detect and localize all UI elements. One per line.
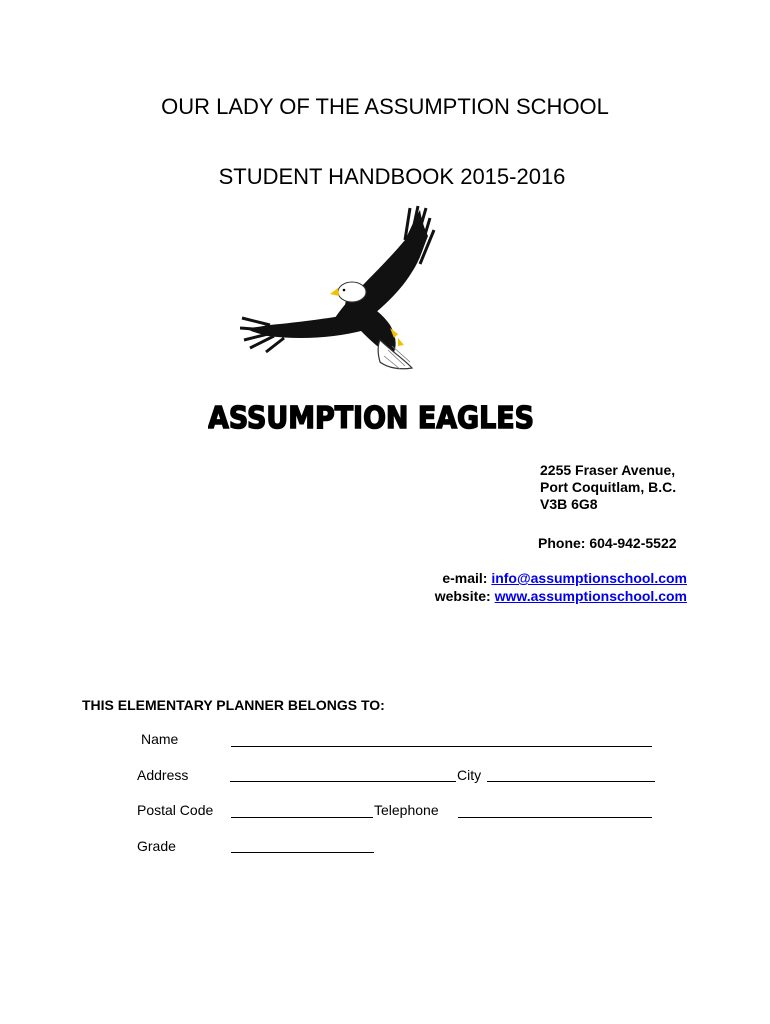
website-label: website:: [434, 588, 491, 604]
grade-label: Grade: [137, 838, 176, 854]
city-label: City: [457, 767, 482, 783]
email-line: [442, 570, 687, 587]
telephone-label: Telephone: [374, 802, 439, 818]
phone-label: Phone:: [538, 535, 586, 551]
street-address: 2255 Fraser Avenue,: [540, 462, 676, 478]
team-name-text: ASSUMPTION EAGLES: [208, 401, 534, 434]
name-label: Name: [141, 731, 179, 747]
telephone-field[interactable]: [458, 817, 652, 818]
team-name-logo: [208, 388, 538, 434]
bald-eagle-icon: [240, 200, 450, 375]
school-title: OUR LADY OF THE ASSUMPTION SCHOOL: [161, 94, 609, 119]
email-link[interactable]: info@assumptionschool.com: [491, 570, 687, 586]
website-link[interactable]: www.assumptionschool.com: [494, 588, 687, 604]
address-block: [540, 462, 676, 513]
city-field[interactable]: [487, 781, 655, 782]
name-field[interactable]: [231, 746, 652, 747]
website-line: [435, 588, 687, 605]
phone-number: 604-942-5522: [589, 535, 677, 551]
email-label: e-mail:: [442, 570, 488, 586]
grade-field[interactable]: [231, 852, 374, 853]
handbook-title: STUDENT HANDBOOK 2015-2016: [218, 164, 566, 189]
city-address: Port Coquitlam, B.C.: [540, 479, 677, 495]
phone-line: [538, 535, 677, 552]
postal-code-field[interactable]: [231, 817, 373, 818]
address-field[interactable]: [230, 781, 456, 782]
postal-code-label: Postal Code: [137, 802, 214, 818]
postal-address: V3B 6G8: [540, 496, 598, 512]
planner-heading: THIS ELEMENTARY PLANNER BELONGS TO:: [82, 697, 385, 713]
address-label: Address: [137, 767, 189, 783]
